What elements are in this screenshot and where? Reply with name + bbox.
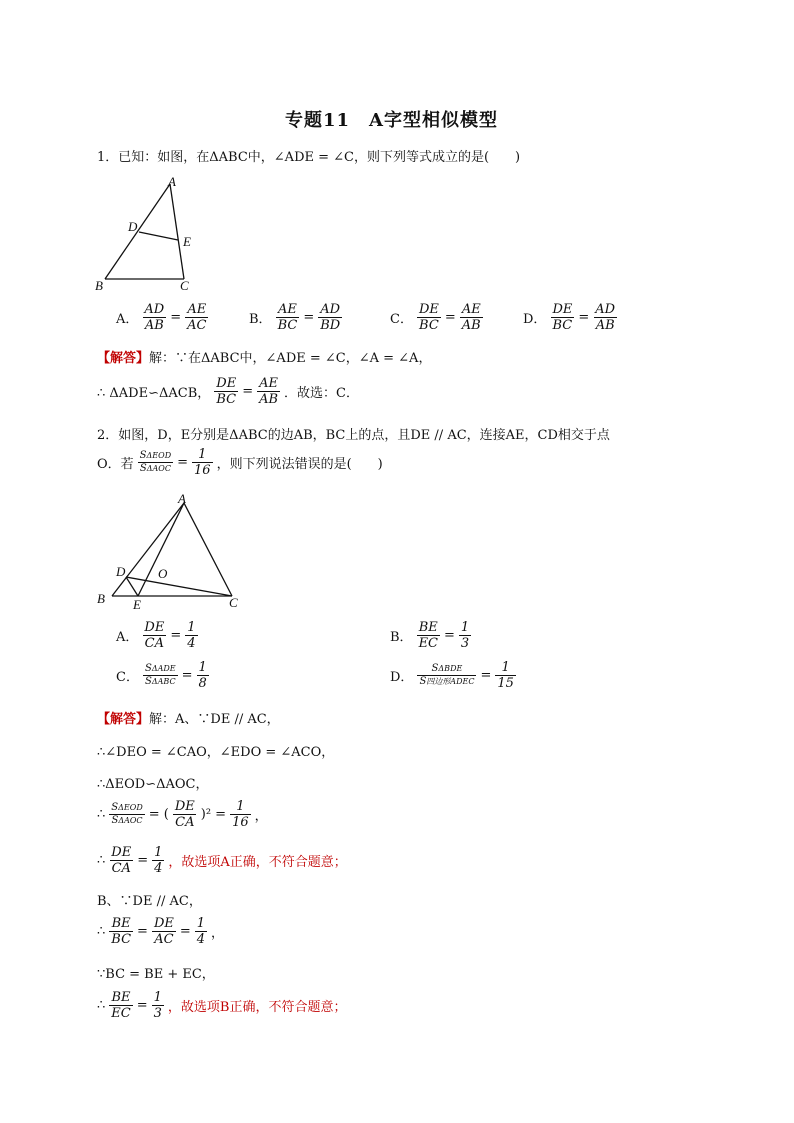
option-letter: B． — [390, 630, 413, 645]
frac-den: BD — [320, 318, 341, 333]
answer-text: ， — [254, 809, 268, 824]
frac-den: S — [145, 676, 152, 687]
answer-text: ∴ — [97, 853, 106, 868]
q1-option-d[interactable]: D． $\frac{DE}{BC}$ = $\frac{AD}{AB}$ — [523, 302, 616, 333]
frac-num: DE — [418, 302, 439, 317]
option-letter: A． — [116, 312, 139, 327]
answer-text: ∴ — [97, 924, 106, 939]
frac-sub: 四边形ADEC — [426, 677, 475, 686]
q1-option-c[interactable]: C． $\frac{DE}{BC}$ = $\frac{AE}{AB}$ — [390, 302, 481, 333]
answer-text: ∴ — [97, 998, 106, 1013]
frac-num: S — [431, 663, 439, 674]
frac-den: 4 — [187, 636, 196, 651]
frac-den: 16 — [232, 815, 249, 830]
frac-num: DE — [144, 620, 165, 635]
frac-num: AE — [461, 302, 481, 317]
answer-text: ∴ ΔADE∽ΔACB， — [97, 386, 211, 401]
q2-side-AB — [112, 503, 184, 596]
frac-den: CA — [144, 636, 165, 651]
frac-num: 1 — [198, 660, 207, 675]
frac-num: DE — [216, 376, 237, 391]
frac-den: 8 — [198, 676, 207, 691]
frac-sub: ΔBDE — [438, 664, 463, 673]
q2-label-E: E — [133, 597, 141, 612]
frac-num: AE — [187, 302, 207, 317]
frac-den: AC — [187, 318, 207, 333]
option-letter: A． — [116, 630, 139, 645]
answer-text: 解：∵在ΔABC中，∠ADE = ∠C，∠A = ∠A， — [149, 351, 432, 366]
frac-den: S — [139, 463, 147, 474]
frac-num: 1 — [198, 447, 207, 462]
stem-text: O．若 — [97, 457, 134, 472]
frac-num: 1 — [153, 990, 162, 1005]
frac-num: AD — [320, 302, 341, 317]
frac-sub: ΔABC — [151, 677, 176, 686]
frac-num: 1 — [236, 799, 245, 814]
frac-den: 16 — [194, 463, 211, 478]
frac-den: AB — [259, 392, 279, 407]
frac-num: BE — [418, 620, 438, 635]
frac-den: EC — [418, 636, 438, 651]
frac-num: AD — [144, 302, 165, 317]
frac-num: 1 — [187, 620, 196, 635]
option-letter: C． — [116, 670, 139, 685]
q1-segment-DE — [139, 232, 178, 240]
q2-stem-line1: 2．如图，D，E分别是ΔABC的边AB，BC上的点，且DE // AC，连接AE，CD相交于点 — [97, 428, 610, 443]
option-letter: C． — [390, 312, 413, 327]
answer-text: ．故选：C． — [284, 386, 359, 401]
frac-num: S — [111, 802, 119, 813]
q2-label-A: A — [178, 491, 186, 506]
frac-den: BC — [277, 318, 298, 333]
answer-text: ，故选项B正确，不符合题意； — [167, 1000, 347, 1015]
option-letter: D． — [523, 312, 547, 327]
q2-answer-line6: B、∵DE // AC， — [97, 894, 202, 909]
q1-answer-line1 — [97, 347, 431, 366]
frac-den: BC — [216, 392, 237, 407]
frac-num: S — [139, 450, 147, 461]
q1-stem: 1．已知：如图，在ΔABC中，∠ADE = ∠C，则下列等式成立的是( ) — [97, 150, 521, 165]
frac-num: BE — [111, 916, 131, 931]
frac-den: CA — [111, 861, 131, 876]
frac-den: AB — [461, 318, 481, 333]
frac-num: 1 — [196, 916, 206, 931]
frac-den: BC — [111, 932, 132, 947]
q2-label-D: D — [116, 564, 126, 579]
q2-figure — [92, 490, 252, 615]
frac-num: DE — [174, 799, 195, 814]
frac-num: 1 — [154, 845, 163, 860]
answer-tag: 【解答】 — [97, 351, 150, 366]
frac-den: 3 — [460, 636, 470, 651]
frac-num: DE — [153, 916, 174, 931]
q1-label-D: D — [128, 219, 138, 234]
frac-sub: ΔAOC — [146, 464, 171, 473]
frac-sub: ΔEOD — [118, 803, 143, 812]
answer-tag: 【解答】 — [97, 712, 150, 727]
stem-text: ，则下列说法错误的是( ) — [216, 457, 383, 472]
q2-answer-line2: ∴∠DEO = ∠CAO，∠EDO = ∠ACO， — [97, 745, 335, 760]
frac-num: DE — [111, 845, 132, 860]
q2-segment-CD — [126, 577, 232, 596]
q2-stem-line2: O．若 $\frac{\text{SΔEOD}}{\text{SΔAOC}}$ = $\frac{1}{16}$ ，则下列说法错误的是( ) — [97, 447, 383, 478]
q2-option-d[interactable]: D． $\frac{\text{SΔBDE}}{\text{S四边形ADEC}}$ = $\frac{1}{15}$ — [390, 660, 514, 691]
q1-option-b[interactable]: B． $\frac{AE}{BC}$ = $\frac{AD}{BD}$ — [249, 302, 341, 333]
q1-side-AB — [105, 184, 170, 279]
q2-answer-line5: ∴ $\frac{DE}{CA}$ = $\frac{1}{4}$ ，故选项A正确，不符合题意； — [97, 845, 347, 876]
frac-den: 3 — [153, 1006, 162, 1021]
frac-den: S — [419, 676, 427, 687]
frac-den: CA — [175, 815, 195, 830]
frac-den: AB — [144, 318, 164, 333]
q1-label-A: A — [168, 174, 176, 189]
frac-den: 4 — [196, 932, 206, 947]
answer-text: = ( — [148, 807, 169, 822]
frac-den: 4 — [154, 861, 163, 876]
option-letter: D． — [390, 670, 414, 685]
page-title: 专题11 A字型相似模型 — [285, 110, 499, 131]
frac-num: DE — [552, 302, 573, 317]
frac-num: 1 — [501, 660, 510, 675]
frac-den: BC — [419, 318, 439, 333]
frac-sub: ΔAOC — [118, 816, 143, 825]
q2-answer-line1 — [97, 708, 280, 727]
frac-sub: ΔEOD — [146, 451, 172, 460]
frac-den: AC — [154, 932, 174, 947]
frac-den: S — [111, 815, 119, 826]
q2-option-a[interactable]: A． $\frac{DE}{CA}$ = $\frac{1}{4}$ — [116, 620, 196, 651]
frac-den: EC — [111, 1006, 131, 1021]
q1-label-C: C — [180, 278, 189, 293]
frac-num: 1 — [460, 620, 470, 635]
answer-text: ∴ — [97, 807, 106, 822]
frac-num: S — [144, 663, 152, 674]
frac-den: AB — [595, 318, 615, 333]
q1-label-E: E — [183, 234, 191, 249]
q2-answer-line4 — [97, 799, 268, 830]
q1-figure — [92, 172, 202, 294]
q2-answer-line8: ∵BC = BE + EC， — [97, 967, 215, 982]
answer-text: )² = — [200, 807, 227, 822]
q2-segment-DE — [126, 577, 138, 596]
frac-den: BC — [552, 318, 573, 333]
option-letter: B． — [249, 312, 272, 327]
frac-num: BE — [111, 990, 131, 1005]
answer-text: ， — [211, 926, 225, 941]
frac-num: AE — [277, 302, 297, 317]
q2-label-B: B — [97, 591, 105, 606]
frac-den: 15 — [497, 676, 514, 691]
q1-answer-line2: ∴ ΔADE∽ΔACB， $\frac{DE}{BC}$ = $\frac{AE}{AB}$ ．故选：C． — [97, 376, 359, 407]
q2-side-AC — [184, 503, 232, 596]
answer-text: ，故选项A正确，不符合题意； — [168, 855, 347, 870]
q2-answer-line9: ∴ $\frac{BE}{EC}$ = $\frac{1}{3}$ ，故选项B正确，不符合题意； — [97, 990, 347, 1021]
q2-option-c[interactable]: C． $\frac{\text{SΔADE}}{\text{SΔABC}}$ = $\frac{1}{8}$ — [116, 660, 207, 691]
q2-segment-AE — [138, 503, 184, 596]
answer-text: 解：A、∵DE // AC， — [149, 712, 280, 727]
q2-answer-line7: ∴ $\frac{BE}{BC}$ = $\frac{DE}{AC}$ = $\frac{1}{4}$ ， — [97, 916, 225, 947]
q1-option-a[interactable]: A． $\frac{AD}{AB}$ = $\frac{AE}{AC}$ — [116, 302, 207, 333]
frac-sub: ΔADE — [151, 664, 176, 673]
q2-label-C: C — [229, 595, 238, 610]
q1-label-B: B — [95, 278, 103, 293]
q2-label-O: O — [158, 566, 168, 581]
frac-num: AD — [595, 302, 616, 317]
q1-side-AC — [170, 184, 184, 279]
frac-num: AE — [259, 376, 279, 391]
q2-answer-line3: ∴ΔEOD∽ΔAOC， — [97, 777, 209, 792]
q2-option-b[interactable]: B． $\frac{BE}{EC}$ = $\frac{1}{3}$ — [390, 620, 470, 651]
